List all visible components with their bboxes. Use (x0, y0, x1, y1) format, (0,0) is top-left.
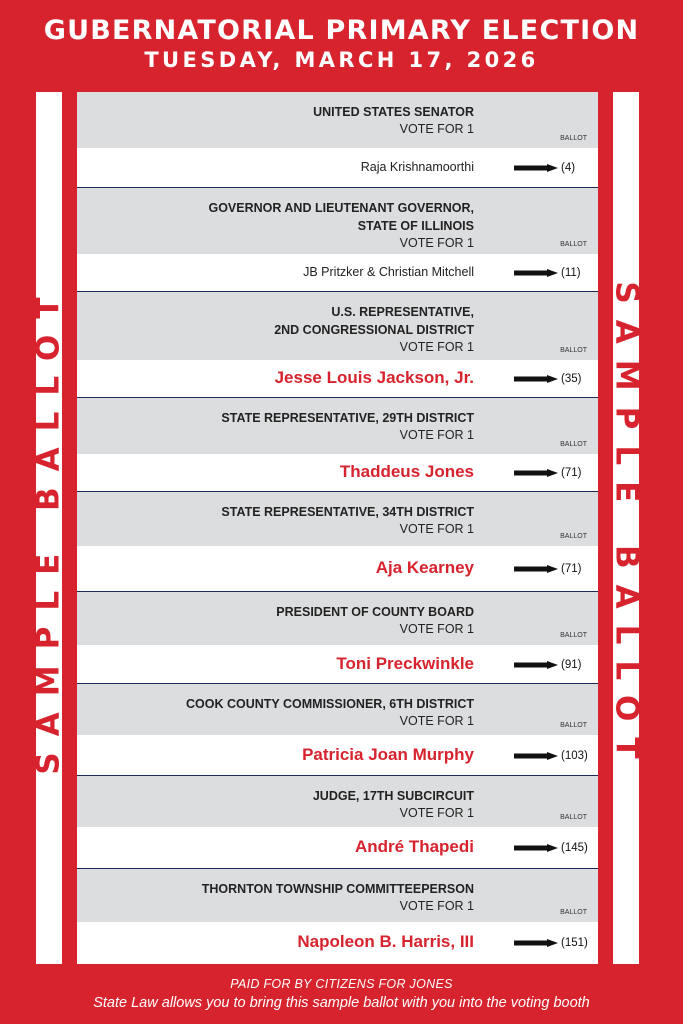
ballot-number: (145) (561, 842, 588, 854)
vote-for-label: VOTE FOR 1 (399, 522, 474, 536)
vote-for-label: VOTE FOR 1 (399, 714, 474, 728)
vote-for-label: VOTE FOR 1 (399, 806, 474, 820)
ballot-column-label: BALLOT (560, 632, 587, 639)
candidate-name: JB Pritzker & Christian Mitchell (303, 265, 474, 280)
candidate-name: Raja Krishnamoorthi (360, 160, 474, 175)
ballot-number: (103) (561, 749, 588, 762)
ballot-arrow-icon (514, 844, 558, 852)
race-section (77, 592, 598, 684)
race-header (77, 592, 598, 645)
vote-for-label: VOTE FOR 1 (399, 622, 474, 636)
race-header (77, 684, 598, 735)
race-header (77, 869, 598, 922)
ballot-column-label: BALLOT (560, 722, 587, 729)
ballot-number: (151) (561, 937, 588, 949)
election-date: TUESDAY, MARCH 17, 2026 (144, 48, 539, 72)
voting-booth-notice: State Law allows you to bring this sample ballot with you into the voting booth (93, 995, 590, 1011)
race-header (77, 776, 598, 827)
race-section (77, 684, 598, 776)
ballot-arrow-icon (514, 469, 558, 477)
candidate-name: Napoleon B. Harris, III (297, 932, 474, 952)
race-section (77, 776, 598, 869)
race-header (77, 492, 598, 546)
race-header (77, 398, 598, 454)
race-section (77, 188, 598, 292)
race-header (77, 292, 598, 360)
race-title: THORNTON TOWNSHIP COMMITTEEPERSON (201, 882, 474, 896)
paid-for-notice: PAID FOR BY CITIZENS FOR JONES (230, 977, 453, 991)
ballot-arrow-icon (514, 375, 558, 383)
vote-for-label: VOTE FOR 1 (399, 428, 474, 442)
vote-for-label: VOTE FOR 1 (399, 340, 474, 354)
candidate-name: André Thapedi (354, 837, 474, 857)
race-section (77, 492, 598, 592)
ballot-header (0, 14, 683, 72)
ballot-column-label: BALLOT (560, 814, 587, 821)
race-title: U.S. REPRESENTATIVE, 2ND CONGRESSIONAL DISTRICT (274, 305, 474, 337)
race-title: STATE REPRESENTATIVE, 34TH DISTRICT (221, 505, 474, 519)
vote-for-label: VOTE FOR 1 (399, 899, 474, 913)
ballot-number: (71) (561, 563, 582, 575)
race-title: JUDGE, 17TH SUBCIRCUIT (312, 789, 474, 803)
race-title: UNITED STATES SENATOR (313, 105, 474, 119)
ballot-column-label: BALLOT (560, 241, 587, 248)
candidate-name: Jesse Louis Jackson, Jr. (274, 368, 474, 388)
candidate-name: Toni Preckwinkle (336, 653, 474, 673)
ballot-number: (4) (561, 162, 576, 174)
ballot-column-label: BALLOT (560, 909, 587, 916)
race-title: COOK COUNTY COMMISSIONER, 6TH DISTRICT (186, 697, 474, 711)
race-title: PRESIDENT OF COUNTY BOARD (276, 605, 474, 619)
ballot-column-label: BALLOT (560, 347, 587, 354)
ballot-arrow-icon (514, 661, 558, 669)
race-section (77, 92, 598, 188)
candidate-name: Aja Kearney (375, 558, 474, 578)
race-header (77, 188, 598, 254)
race-section (77, 292, 598, 398)
ballot-number: (11) (561, 267, 581, 279)
candidate-name: Thaddeus Jones (339, 462, 474, 482)
ballot-arrow-icon (514, 752, 558, 760)
ballot-arrow-icon (514, 565, 558, 573)
ballot-arrow-icon (514, 939, 558, 947)
ballot-column-label: BALLOT (560, 135, 587, 142)
race-section (77, 398, 598, 492)
ballot-arrow-icon (514, 269, 558, 277)
ballot-column-label: BALLOT (560, 441, 587, 448)
race-title: STATE REPRESENTATIVE, 29TH DISTRICT (221, 411, 474, 425)
election-title: GUBERNATORIAL PRIMARY ELECTION (43, 15, 640, 46)
sample-ballot-label-left: SAMPLE BALLOT (30, 281, 67, 775)
ballot-card (77, 92, 598, 964)
vote-for-label: VOTE FOR 1 (399, 122, 474, 136)
race-header (77, 92, 598, 148)
ballot-column-label: BALLOT (560, 533, 587, 540)
ballot-number: (35) (561, 373, 582, 385)
ballot-number: (71) (561, 467, 582, 479)
candidate-name: Patricia Joan Murphy (302, 744, 474, 764)
race-title: GOVERNOR AND LIEUTENANT GOVERNOR, STATE OF ILLINOIS (208, 201, 474, 233)
sample-ballot-label-right: SAMPLE BALLOT (608, 281, 645, 775)
ballot-arrow-icon (514, 164, 558, 172)
ballot-number: (91) (561, 658, 582, 671)
vote-for-label: VOTE FOR 1 (399, 236, 474, 250)
race-section (77, 869, 598, 964)
